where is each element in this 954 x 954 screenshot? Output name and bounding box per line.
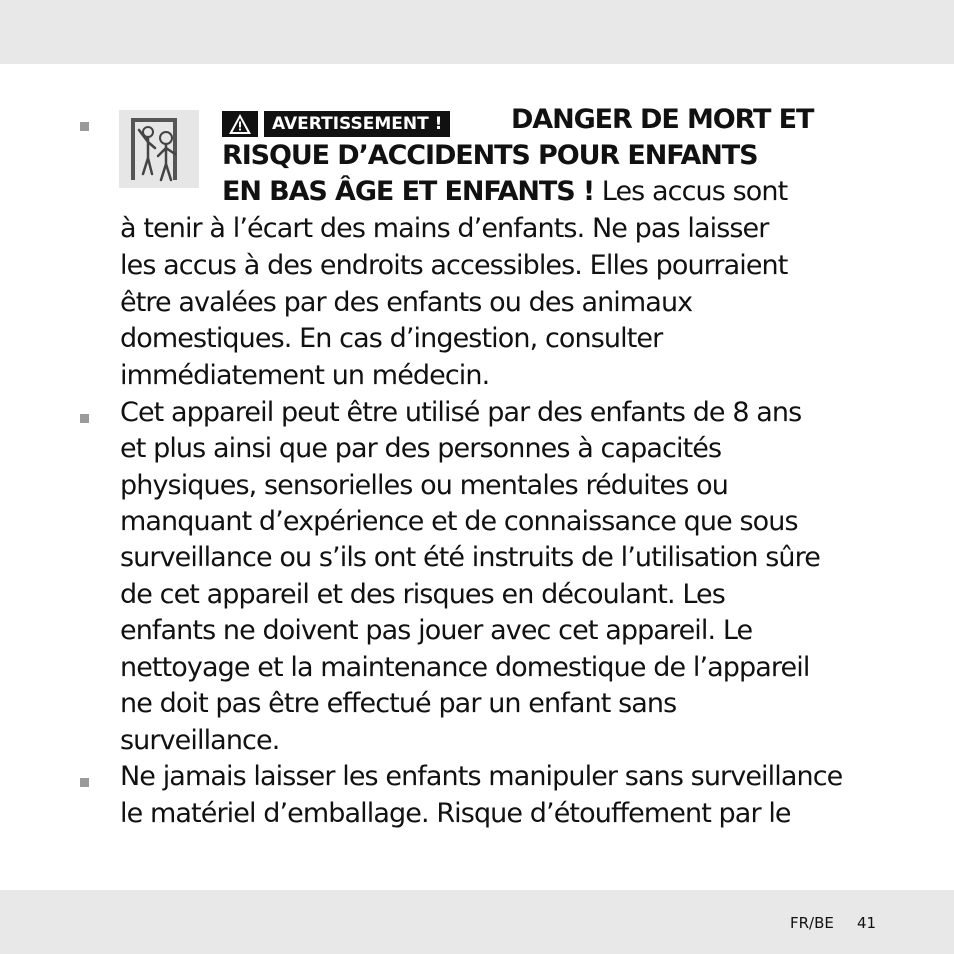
item2-line-1: Cet appareil peut être utilisé par des enfants de 8 ans [120, 397, 802, 428]
page-number: 41 [857, 914, 877, 932]
footer-language: FR/BE [790, 914, 834, 932]
warning-triangle-icon [222, 111, 258, 137]
warning-body-line-1: à tenir à l’écart des mains d’enfants. Ne pas laisser [120, 213, 769, 244]
warning-heading-line-3 [222, 174, 787, 210]
warning-heading-line-1: DANGER DE MORT ET [511, 104, 814, 135]
warning-body-line-4: domestiques. En cas d’ingestion, consulter [120, 323, 663, 354]
warning-tag: AVERTISSEMENT ! [264, 111, 450, 137]
top-band [0, 0, 954, 64]
item3-line-2: le matériel d’emballage. Risque d’étouffement par le [120, 798, 791, 829]
warning-heading-line-2: RISQUE D’ACCIDENTS POUR ENFANTS [222, 140, 758, 171]
warning-body-line-2: les accus à des endroits accessibles. Elles pourraient [120, 250, 788, 281]
item2-line-3: physiques, sensorielles ou mentales réduites ou [120, 470, 728, 501]
item2-line-10: surveillance. [120, 725, 280, 756]
item2-line-4: manquant d’expérience et de connaissance que sous [120, 506, 798, 537]
item2-line-8: nettoyage et la maintenance domestique de l’appareil [120, 652, 810, 683]
warning-body-line-5: immédiatement un médecin. [120, 360, 490, 391]
child-safety-icon [119, 110, 199, 188]
item2-line-2: et plus ainsi que par des personnes à capacités [120, 433, 722, 464]
item2-line-9: ne doit pas être effectué par un enfant sans [120, 688, 677, 719]
square-bullet-icon [80, 414, 89, 423]
square-bullet-icon [80, 122, 89, 131]
warning-label [222, 111, 450, 137]
warning-heading-end: EN BAS ÂGE ET ENFANTS ! [222, 176, 595, 207]
warning-body-line-3: être avalées par des enfants ou des animaux [120, 287, 693, 318]
item3-line-1: Ne jamais laisser les enfants manipuler sans surveillance [120, 761, 843, 792]
warning-body-start: Les accus sont [594, 176, 788, 207]
item2-line-6: de cet appareil et des risques en découlant. Les [120, 579, 725, 610]
item2-line-5: surveillance ou s’ils ont été instruits de l’utilisation sûre [120, 542, 820, 573]
item2-line-7: enfants ne doivent pas jouer avec cet appareil. Le [120, 615, 753, 646]
square-bullet-icon [80, 778, 89, 787]
